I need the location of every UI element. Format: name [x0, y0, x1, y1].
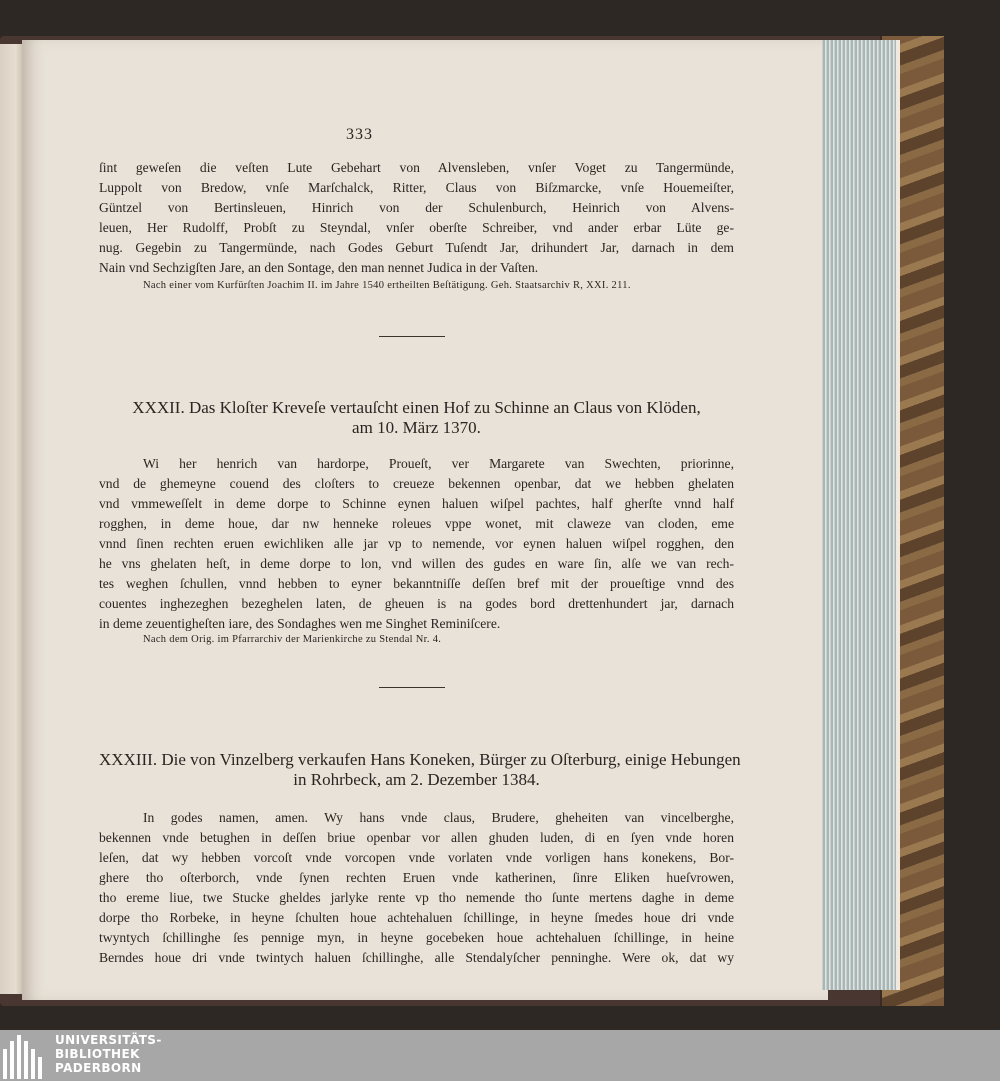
section-number: XXXII. — [132, 398, 185, 417]
text-line: Berndes houe dri vnde twintych haluen ſchillinghe, alle Stendalyſcher penninghe. Were ok, dat wy — [99, 950, 734, 965]
section-number: XXXIII. — [99, 750, 158, 769]
text-line: dorpe tho Rorbeke, in heyne ſchulten houe achtehaluen ſchillinge, in heyne ſmedes houe dri vnde — [99, 910, 734, 925]
library-name-line: BIBLIOTHEK — [55, 1047, 140, 1061]
text-line: twyntych ſchillinghe ſes pennige myn, in heyne gocebeken houe achtehaluen ſchillinge, in heine — [99, 930, 734, 945]
text-line: bekennen vnde betughen in deſſen briue openbar vor allen ghuden luden, di en ſyen vnde horen — [99, 830, 734, 845]
text-line: Luppolt von Bredow, vnſe Marſchalck, Ritter, Claus von Biſzmarcke, vnſe Houemeiſter, — [99, 180, 734, 195]
text-line: tho ereme liue, twe Stucke gheldes jarlyke rente vp tho nemende tho ſunte mertens daghe in deme — [99, 890, 734, 905]
text-line: rogghen, in deme houe, dar nw henneke roleues vppe wonet, mit claweze van cloden, eme — [99, 516, 734, 531]
section-title-continued: in Rohrbeck, am 2. Dezember 1384. — [293, 770, 540, 789]
text-line: nug. Gegebin zu Tangermünde, nach Godes Geburt Tuſendt Jar, drihundert Jar, darnach in dem — [99, 240, 734, 255]
text-line: couentes inghezeghen bezeghelen laten, de gheuen is na godes bord drettenhundert jar, darnach — [99, 596, 734, 611]
text-line: ghere tho oſterborch, vnde ſynen rechten Eruen vnde katherinen, ſinre Eliken hueſvrowen, — [99, 870, 734, 885]
text-line: vnd de ghemeyne couend des cloſters to creueze bekennen openbar, dat we hebben ghelaten — [99, 476, 734, 491]
section-title: Das Kloſter Kreveſe vertauſcht einen Hof zu Schinne an Claus von Klöden, — [188, 398, 701, 417]
section-title: Die von Vinzelberg verkaufen Hans Koneken, Bürger zu Oſterburg, einige Hebungen — [161, 750, 741, 769]
library-name-line: PADERBORN — [55, 1061, 142, 1075]
text-line: leuen, Her Rudolff, Probſt zu Steyndal, vnſer oberſte Schreiber, vnd ander erbar Lüte ge- — [99, 220, 734, 235]
book-page — [22, 40, 828, 1000]
source-note: Nach einer vom Kurfürſten Joachim II. im Jahre 1540 ertheilten Beſtätigung. Geh. Staatsarchiv R, XXI. 211. — [143, 280, 631, 291]
source-note: Nach dem Orig. im Pfarrarchiv der Marienkirche zu Stendal Nr. 4. — [143, 634, 442, 645]
text-line: in deme zeuentigheſten iare, des Sondaghes wen me Singhet Reminiſcere. — [99, 616, 501, 631]
text-line: tes weghen ſchullen, vnnd hebben to eyner bekanntniſſe deſſen bref mit der proueſtige vnnd des — [99, 576, 734, 591]
section-divider — [379, 687, 445, 688]
section-title-continued: am 10. März 1370. — [352, 418, 481, 437]
text-line: ſint geweſen die veſten Lute Gebehart von Alvensleben, vnſer Voget zu Tangermünde, — [99, 160, 734, 175]
section-heading — [99, 750, 741, 770]
text-line: vnnd ſinen rechten eruen ewichliken alle jar vp to nemende, vor eynen haluen wiſpel rogghen, den — [99, 536, 734, 551]
text-line: In godes namen, amen. Wy hans vnde claus, Brudere, gheheiten van vincelberghe, — [143, 810, 734, 825]
text-line: vnd vmmeweſſelt in deme dorpe to Schinne eynen haluen wiſpel pachtes, half gherſte vnnd half — [99, 496, 734, 511]
text-line: Nain vnd Sechzigſten Jare, an den Sontage, den man nennet Judica in der Vaſten. — [99, 260, 539, 275]
section-heading — [99, 398, 734, 418]
text-line: Wi her henrich van hardorpe, Proueſt, ver Margarete van Swechten, priorinne, — [143, 456, 734, 471]
section-divider — [379, 336, 445, 337]
library-logo-icon — [3, 1033, 51, 1079]
text-line: Güntzel von Bertinsleuen, Hinrich von der Schulenburch, Heinrich von Alvens- — [99, 200, 734, 215]
page-edges — [822, 40, 900, 990]
page-number: 333 — [346, 126, 373, 143]
library-footer — [0, 1030, 1000, 1081]
text-line: he vns ghelaten heſt, in deme dorpe to lon, vnd willen des gudes en ware ſin, alſe we van rech- — [99, 556, 734, 571]
library-name-line: UNIVERSITÄTS- — [55, 1033, 162, 1047]
text-line: leſen, dat wy hebben vorcoſt vnde vorcopen vnde vorlaten vnde vorligen hans konekens, Bor- — [99, 850, 734, 865]
library-name — [55, 1033, 162, 1075]
